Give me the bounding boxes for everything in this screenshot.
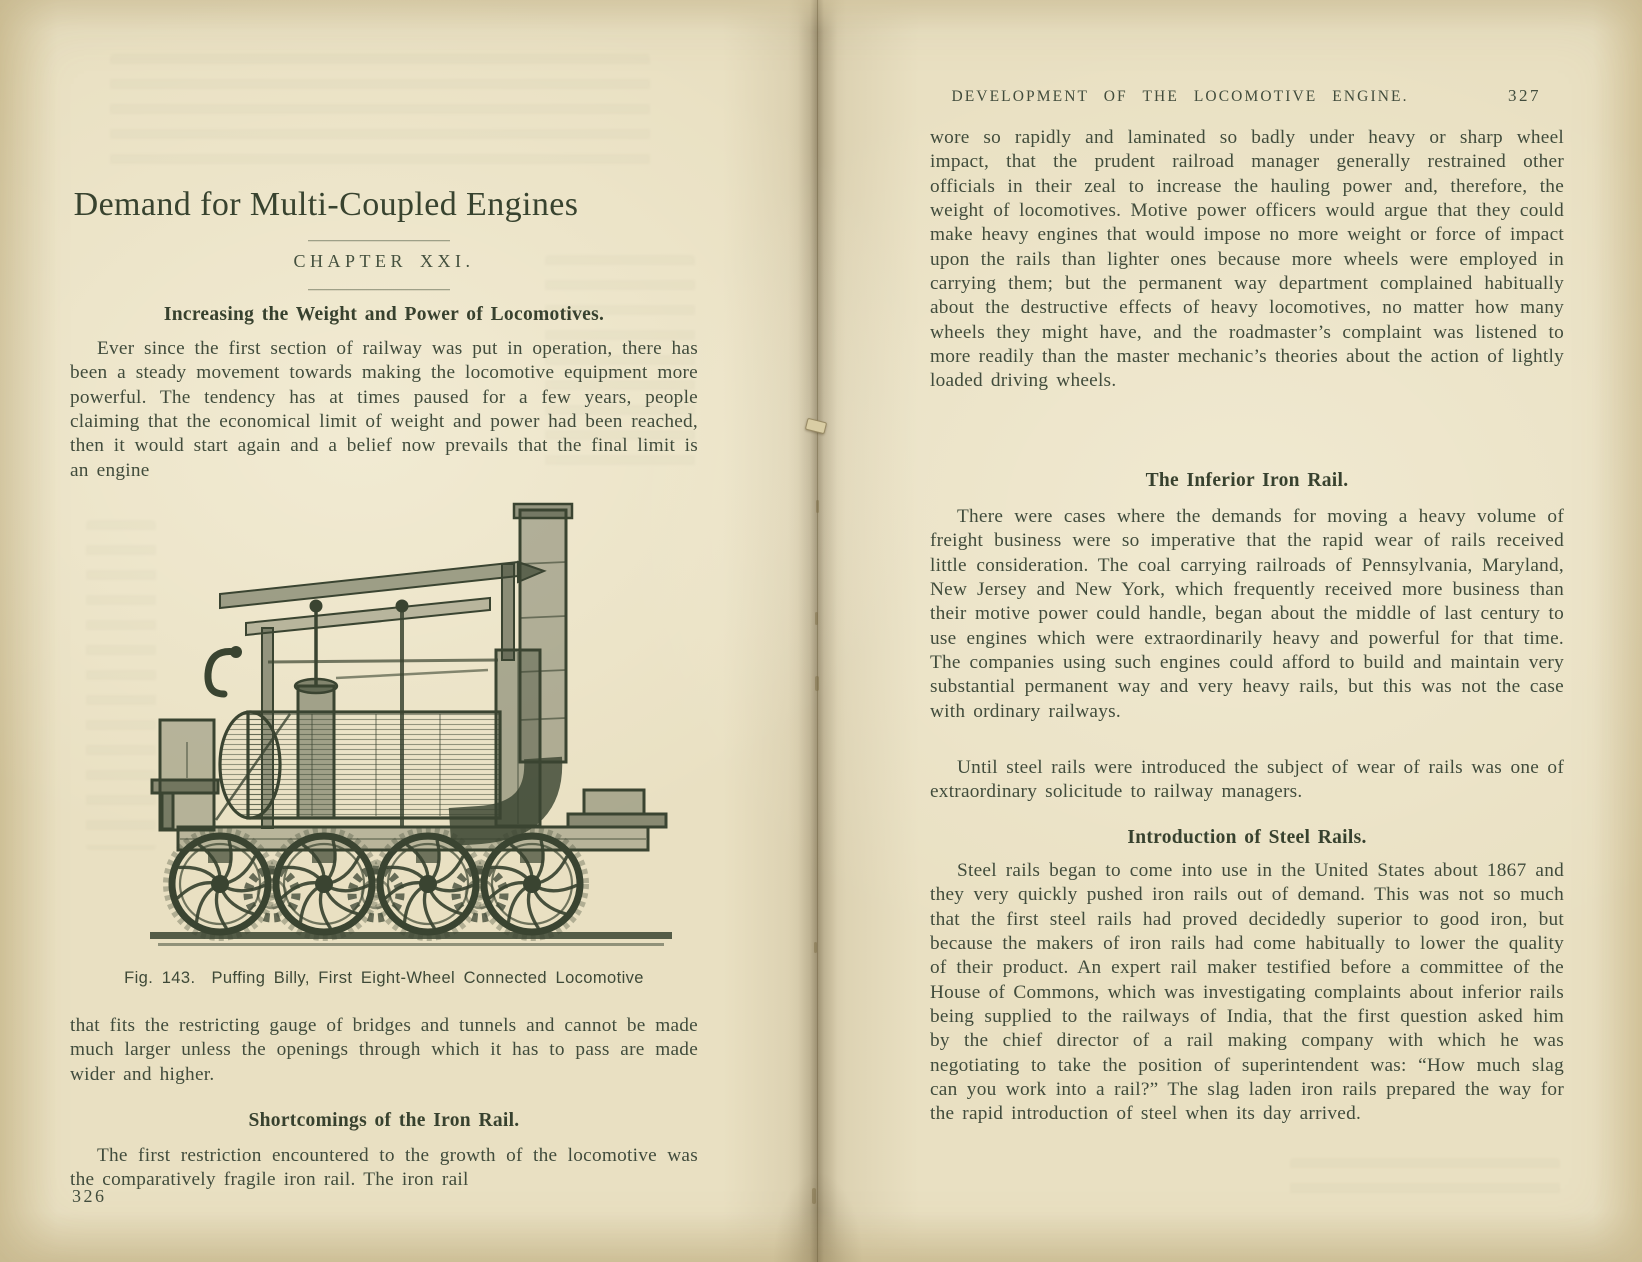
show-through-texture — [86, 520, 156, 850]
binding-stitch — [814, 942, 817, 953]
section-heading-inferior-iron-rail: The Inferior Iron Rail. — [1145, 470, 1349, 491]
chapter-divider — [308, 289, 450, 290]
chapter-number: CHAPTER XXI. — [293, 251, 475, 271]
binding-crease — [817, 0, 818, 1262]
figure-label: Fig. 143. — [124, 969, 196, 987]
paragraph-steel-rails-began: Steel rails began to come into use in the United States about 1867 and they very quickly pushed iron rails out of demand. This was not so much that the first steel rails had proved decidedly superior to good iron, but because the makers of iron rails had come habitually to lower the quality of their product. An expert rail maker testified before a committee of the House of Commons, which was investigating complaints about inferior rails being supplied to the railways of India, that the first question asked him by the chief director of a rail making company with which he was negotiating to take the position of superintendent was: “How much slag can you work into a rail?” The slag laden iron rails prepared the way for the rapid introduction of steel when its day arrived. — [930, 860, 1564, 1125]
locomotive-rear-deck — [568, 790, 666, 827]
title-divider — [308, 240, 450, 241]
running-header: DEVELOPMENT OF THE LOCOMOTIVE ENGINE. — [951, 88, 1409, 105]
figure-caption — [70, 969, 698, 988]
show-through-texture — [1290, 1158, 1560, 1200]
section-heading-introduction-steel-rails: Introduction of Steel Rails. — [1127, 827, 1367, 848]
paragraph-that-fits: that fits the restricting gauge of bridges and tunnels and cannot be made much larger unless the openings through which it has to pass are made wider and higher. — [70, 1015, 698, 1085]
binding-stitch — [816, 500, 819, 513]
paragraph-there-were-cases: There were cases where the demands for moving a heavy volume of freight business were so imperative that the rapid wear of rails received little consideration. The coal carrying railroads of Pennsylvania, Maryland, New Jersey and New York, which frequently received more business than their motive power could handle, began about the middle of last century to use engines which were extraordinarily heavy and powerful for that time. The companies using such engines could afford to build and maintain very substantial permanent way and very heavy rails, but this was not the case with ordinary railways. — [930, 506, 1564, 722]
binding-stitch — [815, 612, 818, 625]
binding-bottom-shadow — [756, 1130, 880, 1262]
section-heading-shortcomings: Shortcomings of the Iron Rail. — [248, 1110, 520, 1131]
page-number-right: 327 — [1508, 86, 1541, 105]
section-heading-increasing-weight: Increasing the Weight and Power of Locomotives. — [163, 304, 605, 325]
figure-caption-text: Puffing Billy, First Eight-Wheel Connected Locomotive — [211, 969, 644, 987]
chapter-title: Demand for Multi-Coupled Engines — [73, 186, 579, 223]
figure-puffing-billy — [150, 502, 672, 967]
locomotive-boiler — [220, 712, 500, 818]
show-through-texture — [110, 54, 650, 172]
paragraph-until-steel-rails: Until steel rails were introduced the subject of wear of rails was one of extraordinary solicitude to railway managers. — [930, 757, 1564, 803]
binding-stitch — [815, 676, 819, 691]
paragraph-wore-so-rapidly: wore so rapidly and laminated so badly under heavy or sharp wheel impact, that the prudent railroad manager generally restrained other officials in their zeal to increase the hauling power and, therefore, the weight of locomotives. Motive power officers would argue that they could make heavy engines that would impose no more weight or force of impact upon the rails than lighter ones because more wheels were employed in carrying them; but the permanent way department complained habitually about the destructive effects of heavy locomotives, no matter how many wheels they might have, and the roadmaster’s complaint was listened to more readily than the master mechanic’s theories about the action of lightly loaded driving wheels. — [930, 127, 1564, 392]
paragraph-first-restriction: The first restriction encountered to the growth of the locomotive was the comparatively fragile iron rail. The iron rail — [70, 1145, 698, 1191]
page-number-left: 326 — [72, 1186, 107, 1206]
puffing-billy-engraving-illustration — [150, 502, 672, 962]
locomotive-cylinder — [295, 679, 337, 818]
paragraph-ever-since: Ever since the first section of railway was put in operation, there has been a steady movement towards making the locomotive equipment more powerful. The tendency has at times paused for a few years, people claiming that the economical limit of weight and power had been reached, then it would start again and a belief now prevails that the final limit is an engine — [70, 338, 698, 481]
